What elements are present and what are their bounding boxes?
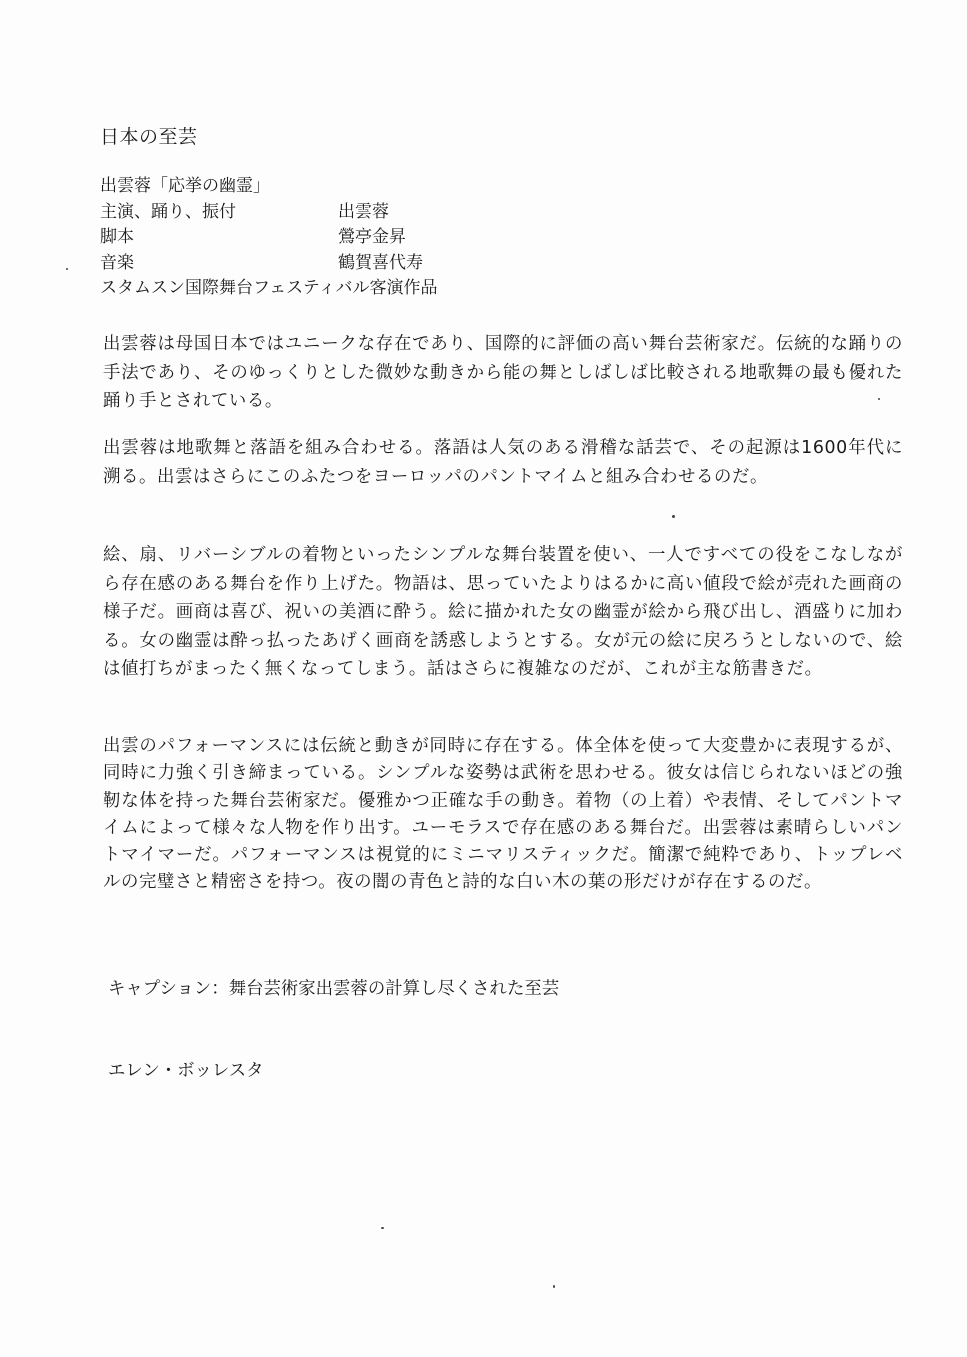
body-paragraph: 出雲蓉は地歌舞と落語を組み合わせる。落語は人気のある滑稽な話芸で、その起源は1600年代に溯る。出雲はさらにこのふたつをヨーロッパのパントマイムと組み合わせるのだ。 [103, 438, 903, 487]
scan-speck [381, 1227, 384, 1229]
credit-role: 主演、踊り、振付 [100, 201, 236, 222]
credit-row [100, 174, 437, 200]
credit-name: 出雲蓉 [338, 201, 389, 222]
scan-speck [66, 268, 68, 270]
author-name: エレン・ボッレスタ [108, 1061, 264, 1081]
scan-speck [878, 398, 880, 400]
credit-name: 鶴賀喜代寿 [338, 252, 423, 273]
credit-row [100, 251, 437, 277]
credit-row [100, 200, 437, 226]
credits-block [100, 174, 437, 302]
scan-speck [672, 515, 675, 518]
scan-speck [553, 1285, 555, 1288]
body-paragraph: 出雲蓉は母国日本ではユニークな存在であり、国際的に評価の高い舞台芸術家だ。伝統的な踊りの手法であり、そのゆっくりとした微妙な動きから能の舞としばしば比較される地歌舞の最も優れた踊り手とされている。 [103, 334, 903, 411]
body-paragraph: 出雲のパフォーマンスには伝統と動きが同時に存在する。体全体を使って大変豊かに表現するが、同時に力強く引き締まっている。シンプルな姿勢は武術を思わせる。彼女は信じられないほどの強靭な体を持った舞台芸術家だ。優雅かつ正確な手の動き。着物（の上着）や表情、そしてパントマイムによって様々な人物を作り出す。ユーモラスで存在感のある舞台だ。出雲蓉は素晴らしいパントマイマーだ。パフォーマンスは視覚的にミニマリスティックだ。簡潔で純粋であり、トップレベルの完璧さと精密さを持つ。夜の闇の青色と詩的な白い木の葉の形だけが存在するのだ。 [103, 736, 903, 893]
credit-role: 音楽 [100, 252, 134, 273]
festival-note: スタムスン国際舞台フェスティバル客演作品 [100, 278, 438, 298]
credit-row [100, 225, 437, 251]
production-title: 出雲蓉「応挙の幽霊」 [100, 176, 270, 196]
photo-caption: キャプション：舞台芸術家出雲蓉の計算し尽くされた至芸 [108, 979, 560, 999]
credit-role: 脚本 [100, 227, 134, 247]
document-title: 日本の至芸 [100, 126, 198, 148]
credit-row [100, 276, 437, 302]
credit-name: 鶯亭金昇 [338, 227, 406, 247]
body-paragraph: 絵、扇、リバーシブルの着物といったシンプルな舞台装置を使い、一人ですべての役をこなしながら存在感のある舞台を作り上げた。物語は、思っていたよりはるかに高い値段で絵が売れた画商の様子だ。画商は喜び、祝いの美酒に酔う。絵に描かれた女の幽霊が絵から飛び出し、酒盛りに加わる。女の幽霊は酔っ払ったあげく画商を誘惑しようとする。女が元の絵に戻ろうとしないので、絵は値打ちがまったく無くなってしまう。話はさらに複雑なのだが、これが主な筋書きだ。 [103, 545, 903, 679]
